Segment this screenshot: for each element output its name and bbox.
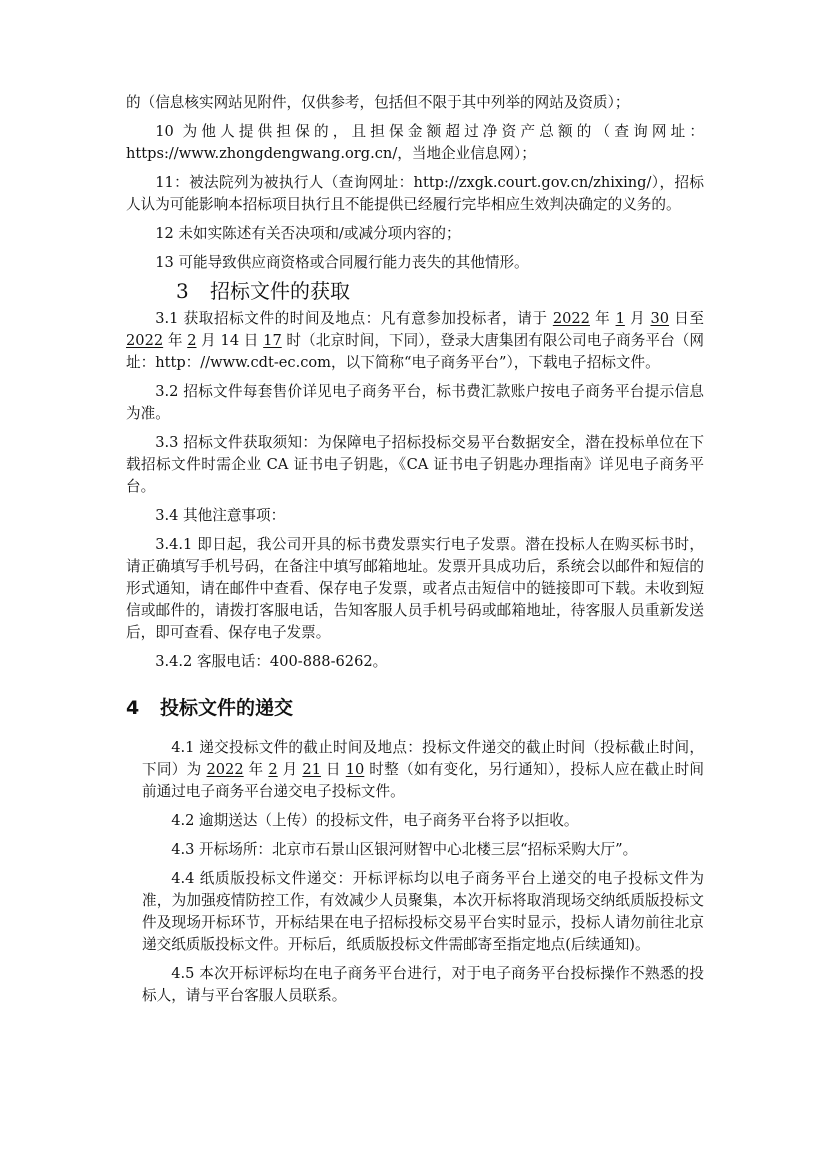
- deadline-month: 2: [268, 761, 278, 778]
- section-4-body: [126, 737, 704, 1007]
- deadline-year: 2022: [206, 761, 244, 778]
- paragraph-4-4: 4.4 纸质版投标文件递交：开标评标均以电子商务平台上递交的电子投标文件为准，为加强疫情防控工作，有效减少人员聚集，本次开标将取消现场交纳纸质版投标文件及现场开标环节，开标结果在电子招标投标交易平台实时显示，投标人请勿前往北京递交纸质版投标文件。开标后，纸质版投标文件需邮寄至指定地点(后续通知)。: [142, 870, 704, 953]
- paragraph-item-10: 10 为他人提供担保的，且担保金额超过净资产总额的（查询网址：https://www.zhongdengwang.org.cn/，当地企业信息网）；: [126, 123, 704, 162]
- date-day-start: 30: [650, 310, 670, 327]
- section-4-number: 4: [126, 697, 140, 719]
- paragraph-3-3: 3.3 招标文件获取须知：为保障电子招标投标交易平台数据安全，潜在投标单位在下载招标文件时需企业 CA 证书电子钥匙，《CA 证书电子钥匙办理指南》详见电子商务平台。: [126, 434, 704, 495]
- section-3-heading: [126, 276, 704, 306]
- date-year-start: 2022: [552, 310, 590, 327]
- date-year-end: 2022: [126, 332, 164, 349]
- paragraph-item-13: 13 可能导致供应商资格或合同履行能力丧失的其他情形。: [155, 254, 529, 271]
- section-4-heading: [126, 695, 704, 721]
- paragraph-4-5: 4.5 本次开标评标均在电子商务平台进行，对于电子商务平台投标操作不熟悉的投标人，请与平台客服人员联系。: [142, 965, 704, 1004]
- paragraph-3-2: 3.2 招标文件每套售价详见电子商务平台，标书费汇款账户按电子商务平台提示信息为准。: [126, 383, 704, 422]
- date-hour-end: 17: [263, 332, 282, 349]
- paragraph-item-12: 12 未如实陈述有关否决项和/或减分项内容的；: [155, 225, 461, 242]
- paragraph-3-1: 3.1 获取招标文件的时间及地点：凡有意参加投标者，请于 2022 年 1 月 30 日至 2022 年 2 月 14 日 17 时（北京时间，下同），登录大唐集团有限公司电子商务平台（网址：http：//www.cdt-ec.com，以下简称“电子商务平台”），下载电子招标文件。: [126, 310, 705, 371]
- paragraph-4-1: 4.1 递交投标文件的截止时间及地点：投标文件递交的截止时间（投标截止时间，下同）为 2022 年 2 月 21 日 10 时整（如有变化，另行通知），投标人应在截止时间前通过电子商务平台递交电子投标文件。: [142, 739, 705, 800]
- paragraph-3-4: 3.4 其他注意事项：: [155, 507, 286, 524]
- paragraph-4-2: 4.2 逾期送达（上传）的投标文件，电子商务平台将予以拒收。: [171, 812, 579, 829]
- section-4-title: 投标文件的递交: [160, 697, 294, 719]
- section-3-number: 3: [176, 279, 189, 303]
- date-month-end: 2: [187, 332, 197, 349]
- paragraph-3-4-2: 3.4.2 客服电话：400-888-6262。: [155, 653, 388, 670]
- deadline-day: 21: [302, 761, 321, 778]
- section-3-title: 招标文件的获取: [210, 279, 350, 303]
- paragraph-item-11: 11：被法院列为被执行人（查询网址：http://zxgk.court.gov.cn/zhixing/），招标人认为可能影响本招标项目执行且不能提供已经履行完毕相应生效判决确定的义务的。: [126, 174, 704, 213]
- paragraph-4-3: 4.3 开标场所：北京市石景山区银河财智中心北楼三层“招标采购大厅”。: [171, 841, 638, 858]
- paragraph-continuation: 的（信息核实网站见附件，仅供参考，包括但不限于其中列举的网站及资质）；: [126, 94, 630, 111]
- document-page: [126, 92, 704, 1007]
- deadline-hour: 10: [345, 761, 365, 778]
- paragraph-3-4-1: 3.4.1 即日起，我公司开具的标书费发票实行电子发票。潜在投标人在购买标书时，请正确填写手机号码，在备注中填写邮箱地址。发票开具成功后，系统会以邮件和短信的形式通知，请在邮件中查看、保存电子发票，或者点击短信中的链接即可下载。未收到短信或邮件的，请拨打客服电话，告知客服人员手机号码或邮箱地址，待客服人员重新发送后，即可查看、保存电子发票。: [126, 536, 704, 641]
- date-month-start: 1: [615, 310, 625, 327]
